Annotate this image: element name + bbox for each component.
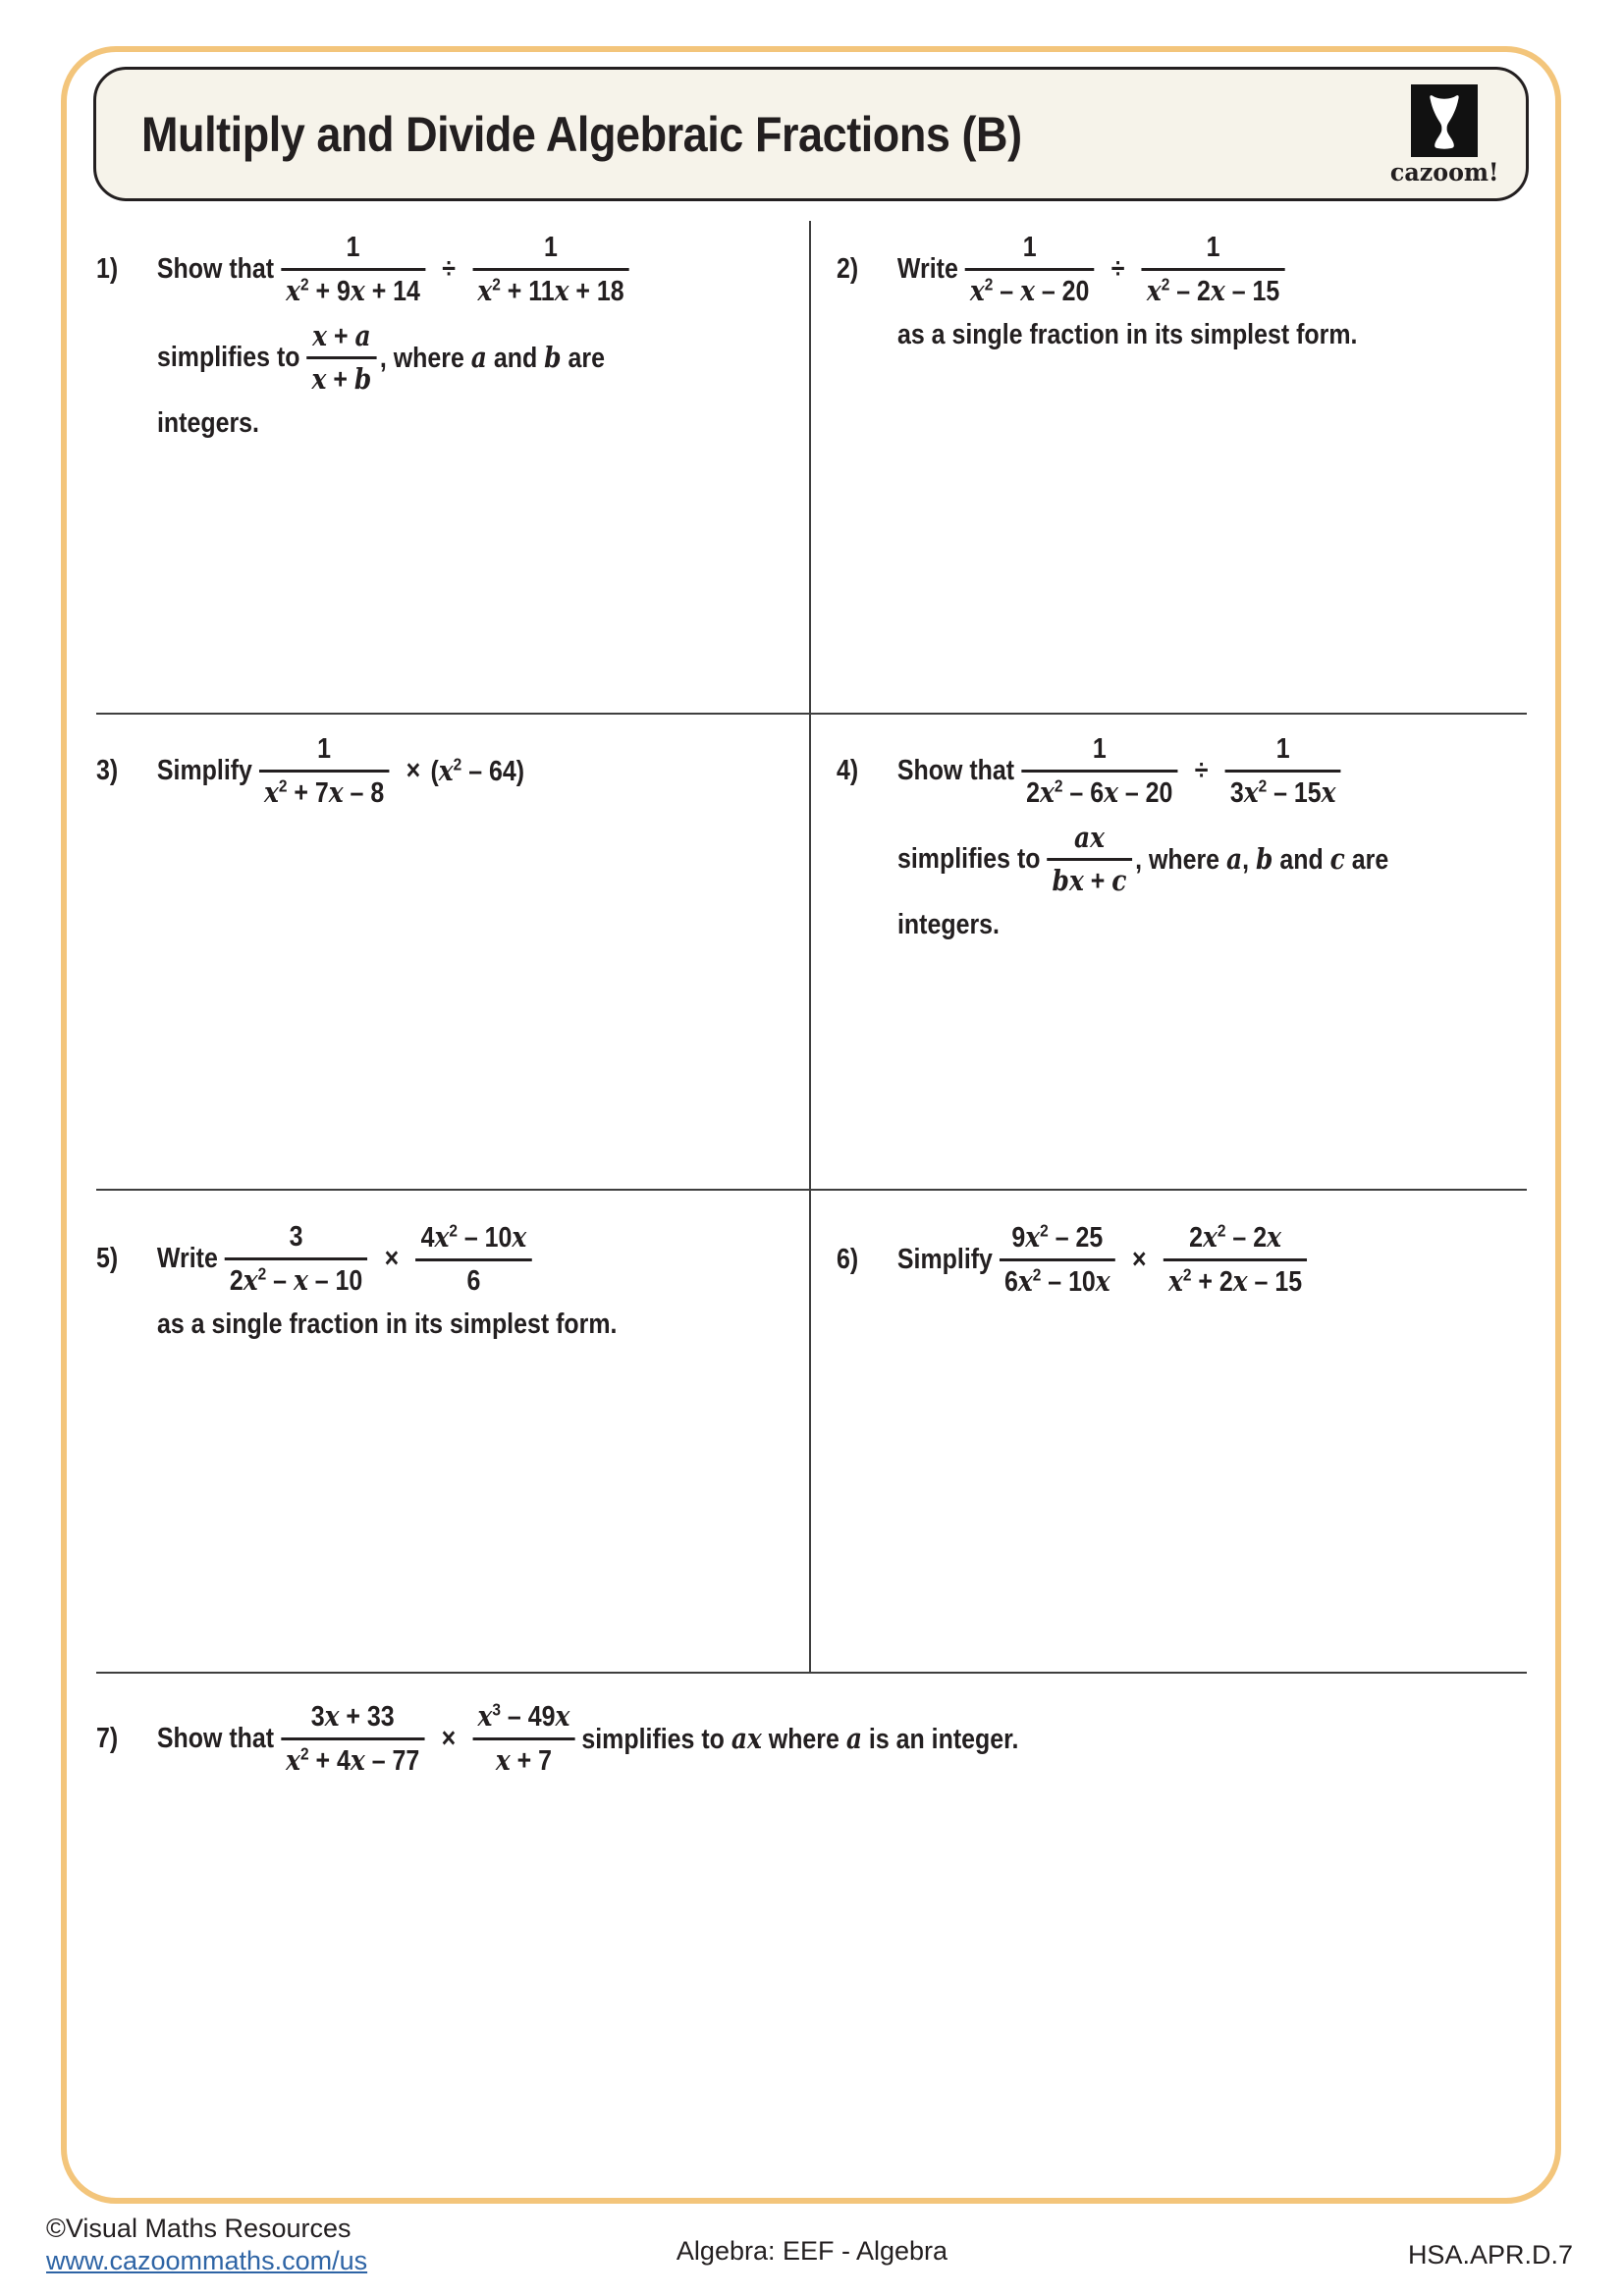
divide-operator: ÷: [442, 253, 456, 286]
math-text: where: [761, 1723, 846, 1755]
problem-text: [897, 1244, 993, 1276]
math-variable: x: [1321, 774, 1336, 809]
math-text: – 8: [343, 776, 385, 809]
problem-text: [157, 755, 252, 787]
math-variable: b: [1256, 842, 1273, 877]
fraction-numerator: [306, 1699, 400, 1735]
fraction-bar: [415, 1258, 531, 1261]
problem-line: [96, 732, 697, 811]
fraction-bar: [1142, 268, 1285, 271]
fraction: [965, 231, 1095, 309]
math-text: + 33: [339, 1701, 395, 1733]
math-text: – 25: [1048, 1222, 1104, 1254]
math-variable: x: [477, 273, 493, 307]
math-text: 1: [544, 232, 558, 263]
fraction-numerator: [1088, 732, 1111, 767]
math-text: is an integer.: [861, 1723, 1019, 1755]
fraction-denominator: [225, 1263, 368, 1299]
fraction-numerator: [1018, 231, 1042, 265]
fraction-denominator: [281, 274, 425, 309]
math-exponent: 2: [1182, 1264, 1192, 1285]
fraction-denominator: [1225, 775, 1341, 811]
multiply-operator: ×: [406, 755, 421, 787]
math-variable: x: [1243, 774, 1259, 809]
math-variable: x: [1017, 1263, 1033, 1298]
math-variable: x: [438, 754, 454, 788]
math-variable: x: [1167, 1263, 1183, 1298]
math-exponent: 2: [1217, 1220, 1226, 1241]
fraction-numerator: [1184, 1220, 1286, 1255]
math-text: + 2: [1191, 1265, 1233, 1298]
fraction-bar: [1225, 770, 1341, 773]
fraction-denominator: [259, 775, 390, 811]
problem-line: [897, 319, 1438, 351]
math-text: 2: [1189, 1222, 1203, 1254]
math-exponent: 2: [278, 775, 288, 796]
problem-number: 4): [837, 755, 859, 787]
problem-text: [380, 341, 605, 375]
math-exponent: 2: [299, 274, 309, 294]
math-variable: x: [512, 1220, 527, 1254]
math-variable: x: [293, 1262, 308, 1297]
problem-text: [1135, 842, 1388, 877]
math-variable: a: [845, 1721, 862, 1755]
math-text: Write: [896, 253, 958, 286]
problem-cell-4: [811, 715, 1527, 1191]
math-variable: a: [1225, 842, 1243, 877]
fraction: [281, 231, 425, 309]
fraction-denominator: [281, 1743, 424, 1779]
math-text: +: [326, 364, 354, 397]
problem-line: [96, 1220, 697, 1299]
math-variable: ax: [731, 1721, 762, 1755]
math-text: – 20: [1034, 275, 1090, 307]
divide-operator: ÷: [1110, 253, 1125, 286]
math-text: – 15: [1224, 275, 1280, 307]
math-text: as a single fraction in its simplest form.: [157, 1308, 618, 1340]
math-text: Show that: [156, 1722, 275, 1754]
math-text: – 10: [457, 1222, 513, 1254]
math-variable: c: [1111, 864, 1127, 898]
problem-cell-3: [96, 715, 811, 1191]
math-text: 9: [1011, 1222, 1026, 1254]
math-text: – 6: [1062, 776, 1105, 809]
problem-text: [157, 253, 274, 286]
math-variable: x: [350, 1742, 365, 1777]
problem-cell-7: [96, 1674, 1527, 2086]
problem-line: [157, 407, 706, 440]
problem-text: [157, 407, 259, 440]
header: [93, 67, 1529, 201]
logo-text: cazoom!: [1389, 158, 1499, 187]
problem-line: [897, 821, 1438, 900]
math-variable: bx: [1052, 864, 1084, 898]
fraction-numerator: [1006, 1220, 1108, 1255]
fraction: [281, 1699, 424, 1779]
math-text: + 9: [308, 275, 351, 307]
math-exponent: 2: [299, 1743, 309, 1764]
problem-number: 6): [837, 1243, 859, 1275]
math-variable: x: [434, 1220, 450, 1254]
djembe-drum-icon: [1411, 84, 1478, 157]
math-variable: a: [354, 318, 371, 352]
fraction-denominator: [472, 274, 629, 309]
math-text: – 2: [1169, 275, 1211, 307]
problem-text: [157, 1243, 218, 1275]
fraction-bar: [225, 1257, 368, 1260]
problem-line: [96, 231, 697, 309]
math-variable: x: [1232, 1263, 1248, 1298]
problem-text: [897, 319, 1357, 351]
math-text: 3: [1229, 776, 1244, 809]
page-title: Multiply and Divide Algebraic Fractions (B): [141, 106, 1022, 162]
math-variable: x: [328, 774, 344, 809]
math-variable: x: [1095, 1263, 1110, 1298]
math-exponent: 2: [449, 1220, 458, 1241]
math-exponent: 2: [1040, 1220, 1049, 1241]
math-text: 6: [466, 1264, 481, 1297]
footer-link[interactable]: www.cazoommaths.com/us: [46, 2246, 368, 2275]
math-text: 1: [1022, 232, 1037, 263]
math-variable: x: [555, 1699, 570, 1733]
math-text: are: [561, 343, 605, 375]
fraction-bar: [306, 356, 376, 359]
problem-text: [430, 754, 524, 788]
math-variable: x: [969, 273, 985, 307]
math-variable: x: [1020, 273, 1035, 307]
math-text: and: [1272, 844, 1330, 877]
problem-text: [157, 342, 300, 374]
math-text: – 10: [307, 1264, 363, 1297]
math-text: – 15: [1247, 1265, 1303, 1298]
fraction: [1021, 732, 1178, 811]
math-variable: x: [350, 273, 365, 307]
footer-copyright: ©Visual Maths Resources: [46, 2214, 352, 2243]
math-text: +: [327, 320, 355, 352]
math-text: + 7: [287, 776, 329, 809]
math-text: 1: [317, 733, 332, 765]
math-exponent: 2: [492, 274, 501, 294]
problem-number: 2): [837, 253, 859, 286]
grid-row-2: [96, 715, 1527, 1191]
math-variable: b: [544, 341, 562, 375]
problem-line: [837, 231, 1431, 309]
math-text: 1: [346, 232, 360, 263]
math-text: , where: [1135, 844, 1226, 877]
math-text: –: [993, 275, 1021, 307]
math-text: –: [266, 1264, 294, 1297]
fraction-bar: [1047, 858, 1131, 861]
fraction-numerator: [539, 231, 563, 265]
math-exponent: 2: [984, 274, 994, 294]
math-exponent: 2: [1161, 274, 1170, 294]
problem-number: 3): [96, 755, 119, 787]
fraction: [415, 1220, 531, 1299]
fraction-numerator: [284, 1220, 307, 1255]
math-text: – 20: [1117, 776, 1173, 809]
math-text: – 64): [461, 756, 525, 788]
math-variable: x: [324, 1699, 340, 1733]
problem-cell-2: [811, 221, 1527, 715]
math-text: 3: [310, 1701, 325, 1733]
problem-line: [157, 319, 706, 399]
fraction-bar: [472, 1737, 574, 1740]
grid-row-4: [96, 1674, 1527, 2086]
fraction-bar: [281, 1737, 424, 1740]
problem-line: [837, 1220, 1431, 1300]
math-variable: x: [1267, 1220, 1281, 1254]
math-text: 3: [289, 1221, 303, 1253]
problem-line: [897, 909, 1438, 941]
math-variable: x: [312, 318, 328, 352]
fraction-denominator: [491, 1743, 557, 1779]
fraction: [1000, 1220, 1115, 1300]
math-text: ,: [1242, 844, 1257, 877]
fraction-numerator: [1272, 732, 1295, 767]
problem-number: 7): [96, 1722, 119, 1754]
grid-row-1: [96, 221, 1527, 715]
fraction-bar: [1021, 770, 1178, 773]
math-text: Show that: [156, 253, 275, 286]
math-variable: x: [1104, 774, 1118, 809]
fraction: [306, 319, 376, 399]
fraction: [259, 732, 390, 811]
math-text: 1: [1206, 232, 1220, 263]
problem-number: 1): [96, 253, 119, 286]
math-exponent: 2: [1258, 775, 1268, 796]
fraction-denominator: [461, 1264, 485, 1299]
fraction-bar: [281, 268, 425, 271]
math-text: 1: [1275, 733, 1290, 765]
math-text: – 2: [1225, 1222, 1268, 1254]
fraction-numerator: [472, 1699, 574, 1735]
math-text: Simplify: [896, 1243, 993, 1275]
math-variable: b: [353, 362, 372, 397]
math-text: + 11: [500, 275, 555, 307]
math-variable: a: [470, 341, 487, 375]
fraction: [1047, 821, 1131, 900]
problem-cell-5: [96, 1191, 811, 1674]
problems-grid: [96, 221, 1527, 2086]
problem-number: 5): [96, 1243, 119, 1275]
problem-text: [897, 253, 958, 286]
fraction-numerator: [312, 732, 336, 767]
fraction-numerator: [1201, 231, 1224, 265]
math-text: (: [430, 756, 439, 788]
math-exponent: 3: [492, 1699, 501, 1720]
fraction-denominator: [306, 362, 376, 398]
fraction-denominator: [1021, 775, 1178, 811]
problem-line: [157, 1308, 706, 1341]
math-text: 1: [1092, 733, 1107, 765]
math-variable: x: [1146, 273, 1162, 307]
math-text: – 15: [1267, 776, 1322, 809]
math-exponent: 2: [1032, 1264, 1042, 1285]
math-text: are: [1344, 844, 1389, 877]
math-text: integers.: [897, 909, 1000, 941]
fraction: [1225, 732, 1341, 811]
math-text: Show that: [896, 755, 1015, 787]
math-text: + 18: [568, 275, 624, 307]
fraction: [472, 1699, 574, 1779]
problem-line: [96, 1699, 1326, 1779]
math-variable: c: [1329, 842, 1345, 877]
problem-text: [897, 909, 1000, 941]
math-text: 4: [420, 1222, 435, 1254]
problem-cell-1: [96, 221, 811, 715]
math-variable: x: [1025, 1220, 1041, 1254]
fraction-bar: [259, 770, 390, 773]
fraction-bar: [1000, 1258, 1115, 1261]
fraction-denominator: [1142, 274, 1285, 309]
fraction-denominator: [965, 274, 1095, 309]
math-text: integers.: [157, 407, 259, 440]
multiply-operator: ×: [1132, 1243, 1147, 1275]
grid-row-3: [96, 1191, 1527, 1674]
math-exponent: 2: [257, 1263, 267, 1284]
math-variable: x: [1210, 273, 1225, 307]
math-text: and: [486, 343, 545, 375]
problem-cell-6: [811, 1191, 1527, 1674]
math-text: simplifies to: [897, 843, 1041, 876]
math-exponent: 2: [1054, 775, 1063, 796]
math-text: 2: [229, 1264, 244, 1297]
math-variable: x: [1039, 774, 1055, 809]
math-exponent: 2: [453, 754, 462, 774]
math-text: – 77: [364, 1744, 420, 1777]
math-variable: x: [1202, 1220, 1218, 1254]
math-variable: x: [554, 273, 569, 307]
math-text: simplifies to: [581, 1723, 731, 1755]
math-text: Write: [156, 1243, 218, 1275]
multiply-operator: ×: [384, 1243, 400, 1275]
fraction-denominator: [1047, 864, 1131, 899]
math-variable: x: [286, 1742, 300, 1777]
fraction-numerator: [415, 1220, 531, 1255]
math-text: – 49: [500, 1701, 556, 1733]
math-variable: x: [263, 774, 279, 809]
divide-operator: ÷: [1194, 755, 1209, 787]
math-text: as a single fraction in its simplest form.: [897, 318, 1358, 350]
math-text: + 14: [364, 275, 420, 307]
math-variable: x: [477, 1699, 493, 1733]
fraction-bar: [472, 268, 629, 271]
math-variable: x: [495, 1742, 511, 1777]
math-text: 6: [1003, 1265, 1018, 1298]
fraction-denominator: [1000, 1264, 1115, 1300]
fraction-bar: [965, 268, 1095, 271]
problem-text: [157, 1723, 274, 1755]
math-variable: x: [243, 1262, 258, 1297]
multiply-operator: ×: [441, 1722, 457, 1754]
problem-text: [897, 843, 1041, 876]
problem-text: [897, 755, 1014, 787]
cazoom-logo: [1380, 84, 1509, 187]
math-text: 2: [1026, 776, 1040, 809]
fraction: [472, 231, 629, 309]
footer-category: Algebra: EEF - Algebra: [676, 2236, 948, 2266]
fraction-numerator: [341, 231, 364, 265]
math-variable: x: [311, 362, 327, 397]
footer-standard-code: HSA.APR.D.7: [1407, 2240, 1573, 2269]
fraction-numerator: [1069, 821, 1110, 856]
fraction: [225, 1220, 368, 1299]
fraction-numerator: [307, 319, 376, 354]
problem-text: [157, 1308, 617, 1341]
math-text: simplifies to: [157, 342, 300, 374]
math-text: Simplify: [156, 755, 252, 787]
fraction: [1142, 231, 1285, 309]
math-text: , where: [379, 343, 471, 375]
math-text: + 7: [510, 1744, 553, 1777]
fraction-bar: [1164, 1258, 1307, 1261]
problem-text: [581, 1722, 1018, 1756]
fraction-denominator: [1164, 1264, 1307, 1300]
math-text: – 10: [1041, 1265, 1096, 1298]
math-text: +: [1083, 866, 1112, 898]
fraction: [1164, 1220, 1307, 1300]
math-variable: ax: [1074, 820, 1106, 854]
math-text: + 4: [308, 1744, 351, 1777]
problem-line: [837, 732, 1431, 811]
math-variable: x: [286, 273, 300, 307]
